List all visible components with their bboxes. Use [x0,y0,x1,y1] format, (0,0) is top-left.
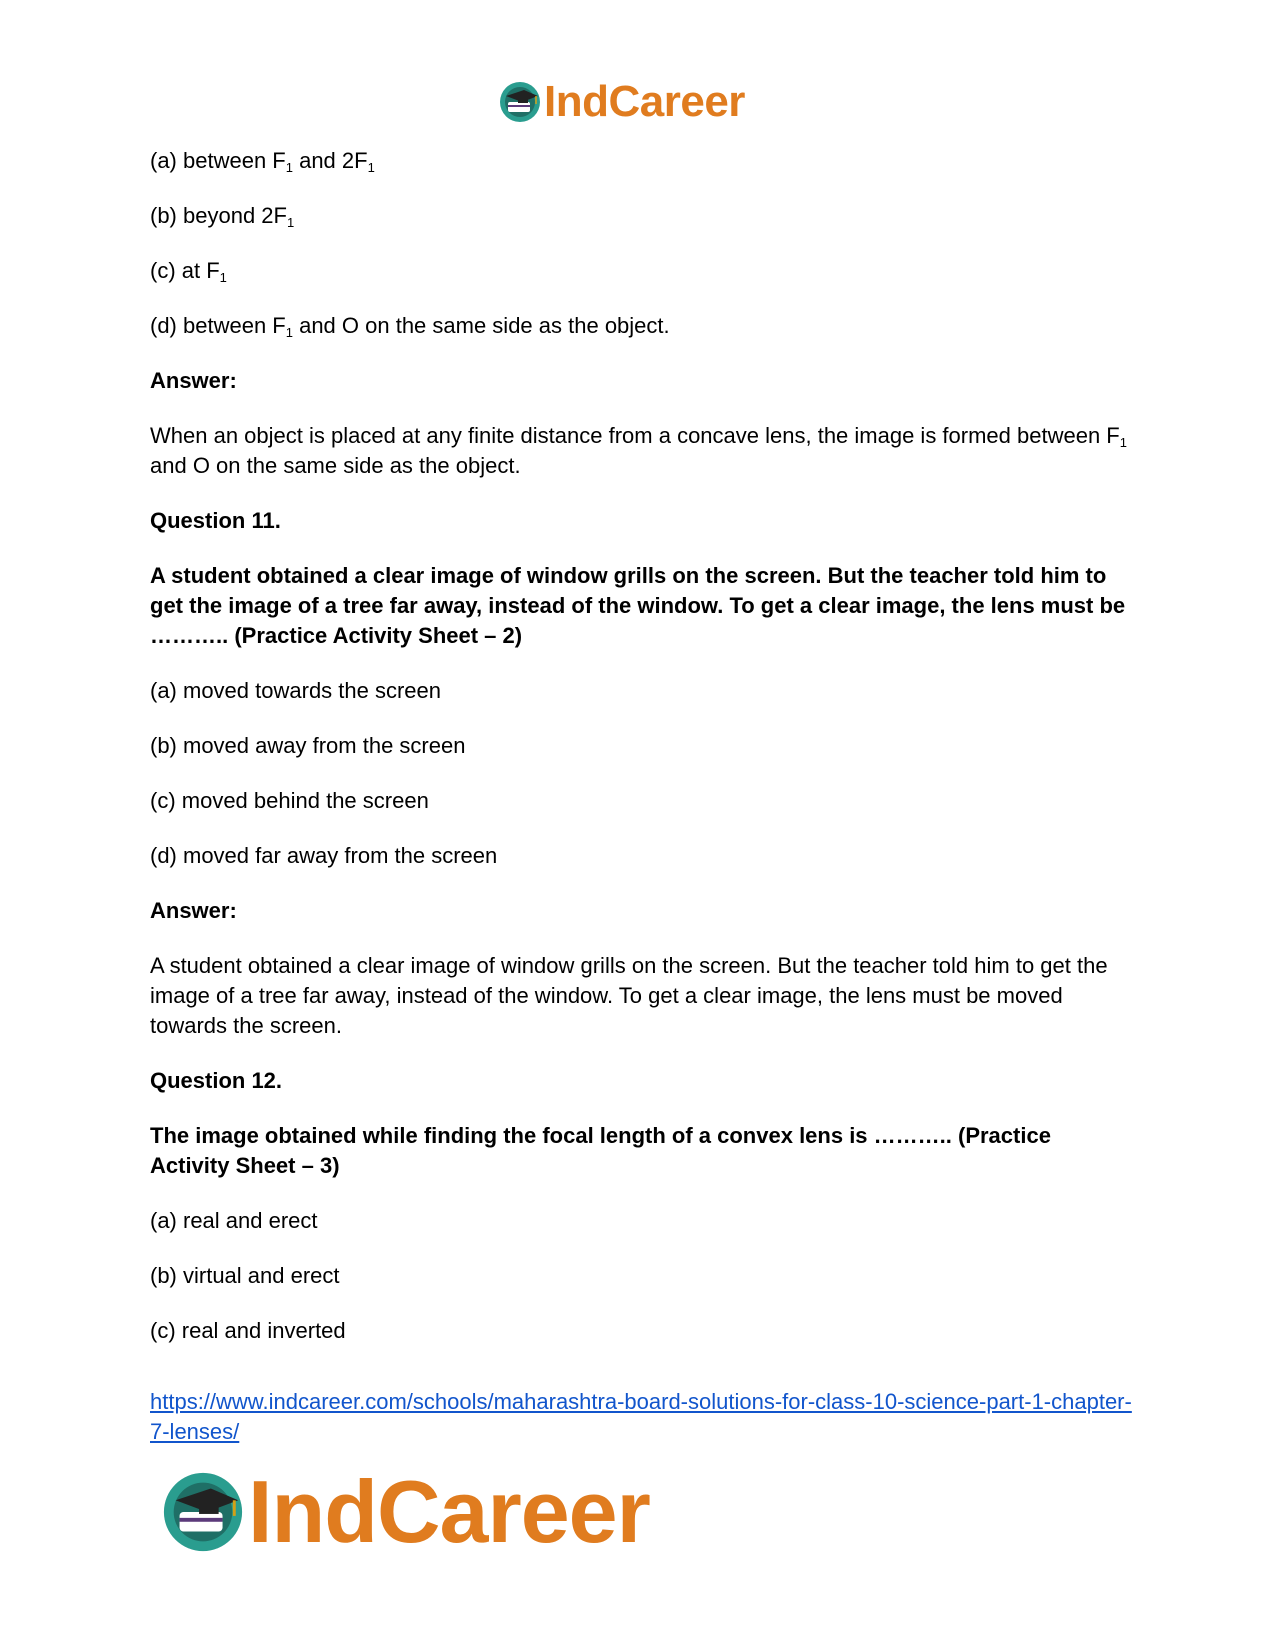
q11-heading: Question 11. [150,508,281,533]
q10-answer-label: Answer: [150,368,237,393]
subscript: 1 [286,215,295,230]
answer-text: When an object is placed at any finite distance from a concave lens, the image is formed between F [150,423,1120,448]
subscript: 1 [285,160,293,175]
q11-option-b: (b) moved away from the screen [150,733,466,758]
option-text: and O on the same side as the object. [292,313,670,338]
q11-option-d: (d) moved far away from the screen [150,843,498,868]
option-text: (d) between F [150,313,286,338]
subscript: 1 [367,160,375,175]
option-text: (a) between F [150,148,286,173]
q10-answer-text [150,421,1130,481]
main-content [150,146,1130,1371]
q11-answer-label: Answer: [150,898,237,923]
q10-option-d [150,311,1130,341]
source-url-link[interactable]: https://www.indcareer.com/schools/maharashtra-board-solutions-for-class-10-science-part-1-chapter-7-lenses/ [150,1389,1132,1444]
subscript: 1 [219,270,227,285]
answer-text: and O on the same side as the object. [150,453,521,478]
q11-option-c: (c) moved behind the screen [150,788,429,813]
footer-logo [160,1462,650,1561]
logo-wordmark: IndCareer [248,1462,650,1561]
subscript: 1 [285,325,293,340]
q12-question-text: The image obtained while finding the focal length of a convex lens is ……….. (Practice Activity Sheet – 3) [150,1123,1051,1178]
q12-heading: Question 12. [150,1068,283,1093]
option-text: (b) beyond 2F [150,203,287,228]
q10-option-c [150,256,1130,286]
graduation-cap-book-icon [160,1469,246,1555]
q11-option-a: (a) moved towards the screen [150,678,442,703]
q12-option-a: (a) real and erect [150,1208,318,1233]
header-logo [498,77,745,126]
q10-option-b [150,201,1130,231]
q12-option-b: (b) virtual and erect [150,1263,340,1288]
q11-question-text: A student obtained a clear image of window grills on the screen. But the teacher told him to get the image of a tree far away, instead of the window. To get a clear image, the lens must be ……….. (Practice Activity Sheet – 2) [150,563,1126,648]
subscript: 1 [1119,435,1127,450]
logo-wordmark: IndCareer [544,77,745,126]
q12-option-c: (c) real and inverted [150,1318,346,1343]
q10-option-a [150,146,1130,176]
q11-answer-text: A student obtained a clear image of window grills on the screen. But the teacher told him to get the image of a tree far away, instead of the window. To get a clear image, the lens must be moved towards the screen. [150,953,1108,1038]
graduation-cap-book-icon [498,80,542,124]
option-text: (c) at F [150,258,220,283]
option-text: and 2F [292,148,368,173]
